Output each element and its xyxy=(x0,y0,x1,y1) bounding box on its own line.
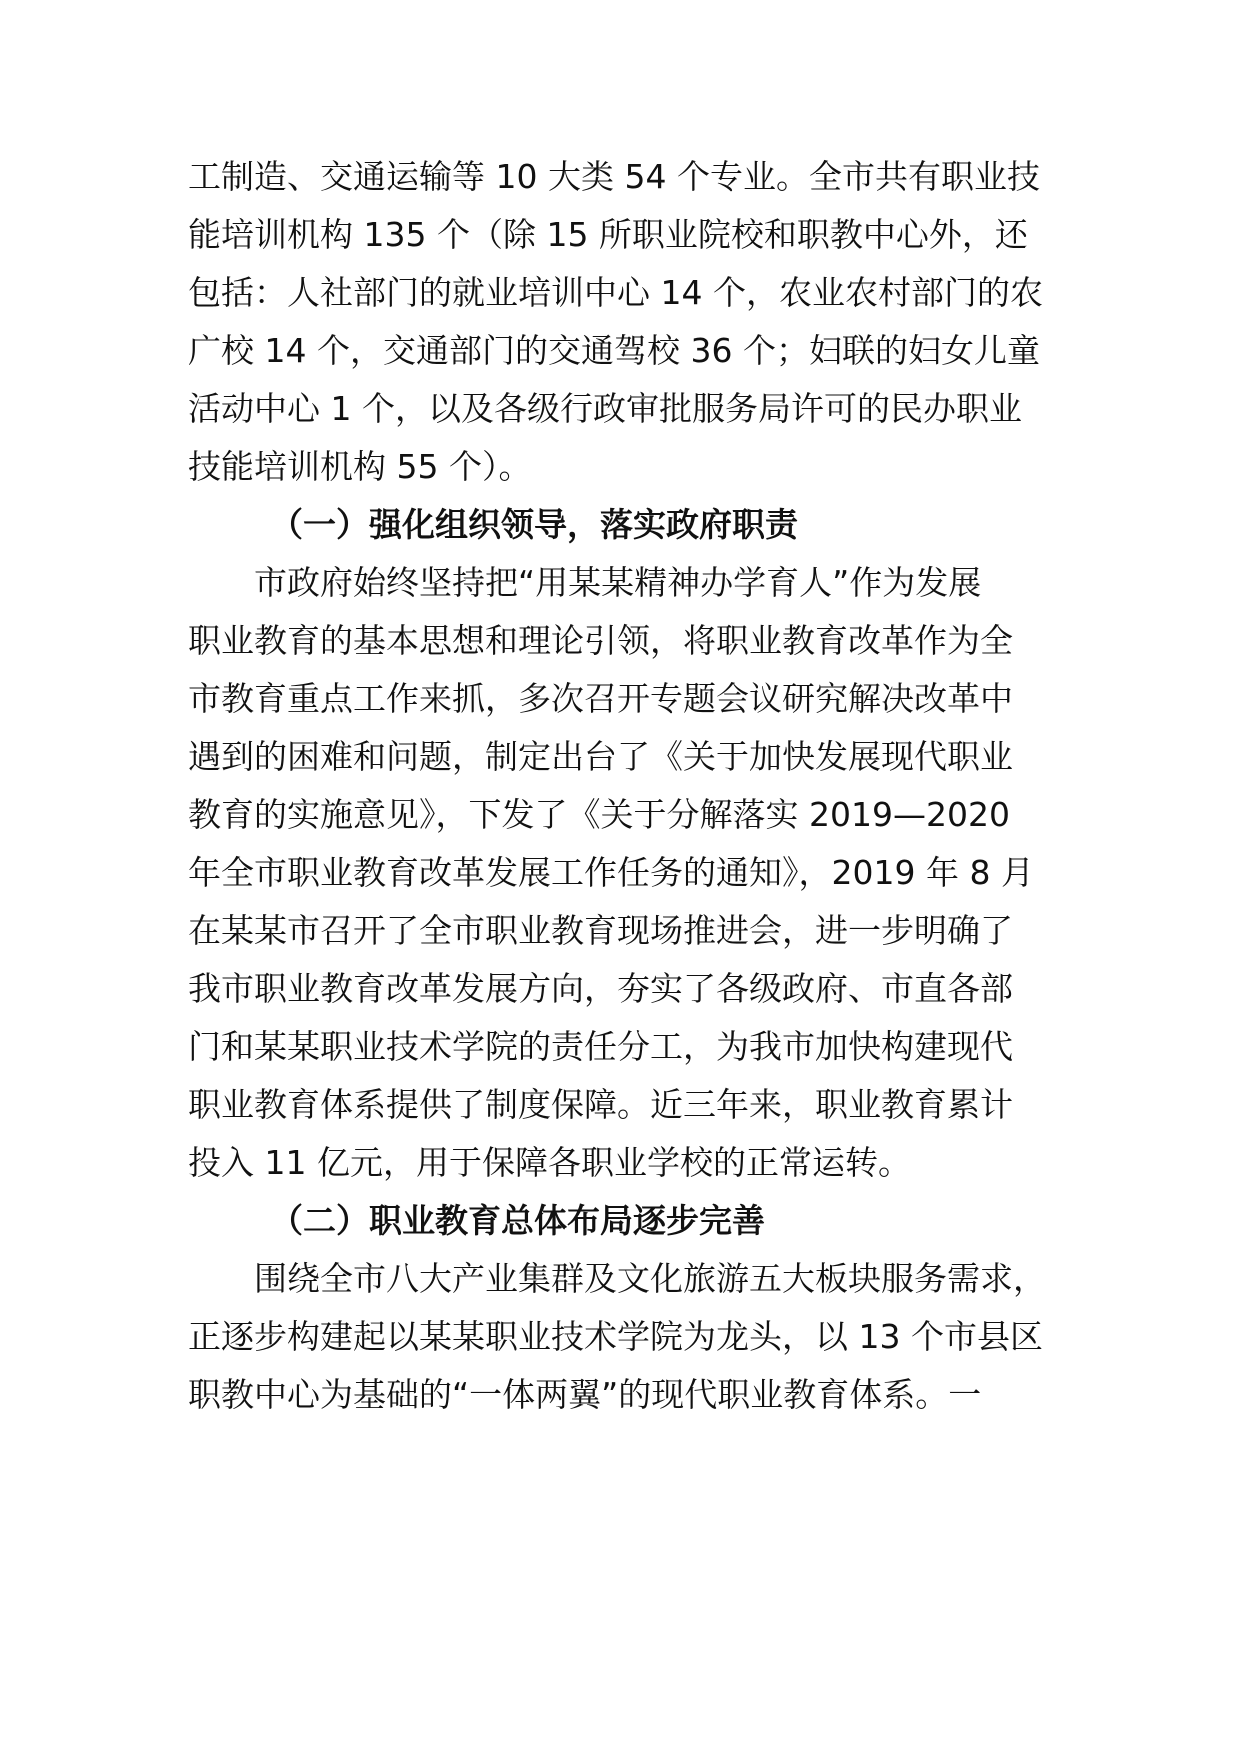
section-heading-2: （二）职业教育总体布局逐步完善 xyxy=(270,1201,765,1240)
paragraph-line: 市教育重点工作来抓，多次召开专题会议研究解决改革中 xyxy=(188,679,1013,718)
paragraph-line: 我市职业教育改革发展方向，夯实了各级政府、市直各部 xyxy=(188,969,1013,1008)
paragraph-line: 教育的实施意见》，下发了《关于分解落实 2019—2020 xyxy=(188,795,1010,834)
paragraph-line: 在某某市召开了全市职业教育现场推进会，进一步明确了 xyxy=(188,911,1013,950)
paragraph-line: 能培训机构 135 个（除 15 所职业院校和职教中心外，还 xyxy=(188,215,1028,254)
paragraph-line: 职业教育的基本思想和理论引领，将职业教育改革作为全 xyxy=(188,621,1013,660)
paragraph-line: 技能培训机构 55 个）。 xyxy=(188,447,532,486)
paragraph-line: 广校 14 个，交通部门的交通驾校 36 个；妇联的妇女儿童 xyxy=(188,331,1040,370)
paragraph-line: 活动中心 1 个，以及各级行政审批服务局许可的民办职业 xyxy=(188,389,1022,428)
paragraph-line: 职教中心为基础的“一体两翼”的现代职业教育体系。一 xyxy=(188,1375,982,1414)
section-heading-1: （一）强化组织领导，落实政府职责 xyxy=(270,505,798,544)
paragraph-line: 工制造、交通运输等 10 大类 54 个专业。全市共有职业技 xyxy=(188,157,1040,196)
paragraph-line: 市政府始终坚持把“用某某精神办学育人”作为发展 xyxy=(254,563,982,602)
paragraph-line: 围绕全市八大产业集群及文化旅游五大板块服务需求， xyxy=(254,1259,1046,1298)
paragraph-line: 正逐步构建起以某某职业技术学院为龙头，以 13 个市县区 xyxy=(188,1317,1043,1356)
paragraph-line: 职业教育体系提供了制度保障。近三年来，职业教育累计 xyxy=(188,1085,1013,1124)
paragraph-line: 年全市职业教育改革发展工作任务的通知》，2019 年 8 月 xyxy=(188,853,1034,892)
paragraph-line: 投入 11 亿元，用于保障各职业学校的正常运转。 xyxy=(188,1143,911,1182)
paragraph-line: 遇到的困难和问题，制定出台了《关于加快发展现代职业 xyxy=(188,737,1013,776)
paragraph-line: 门和某某职业技术学院的责任分工，为我市加快构建现代 xyxy=(188,1027,1013,1066)
paragraph-line: 包括：人社部门的就业培训中心 14 个，农业农村部门的农 xyxy=(188,273,1043,312)
